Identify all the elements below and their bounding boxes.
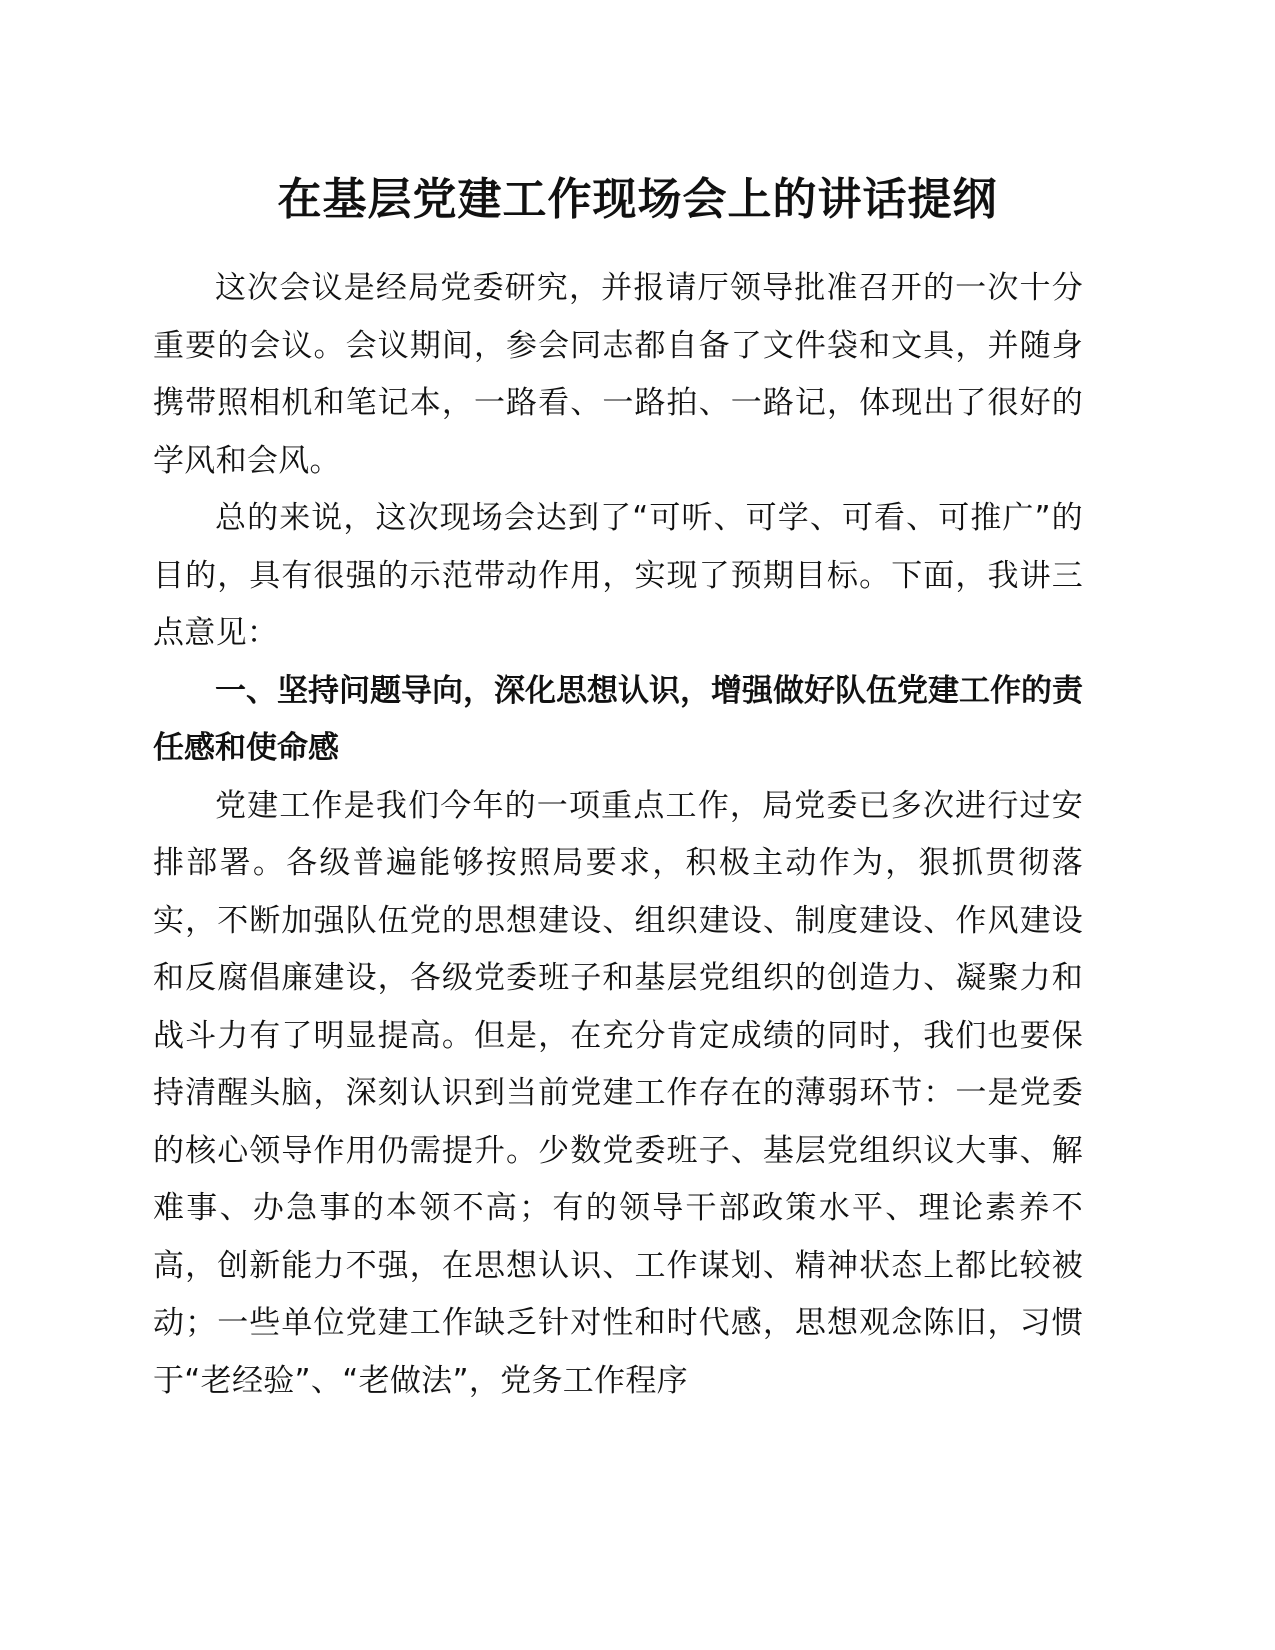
intro-paragraph-2: 总的来说，这次现场会达到了“可听、可学、可看、可推广”的目的，具有很强的示范带动作用，实现了预期目标。下面，我讲三点意见：: [153, 500, 1083, 651]
section-heading-1: 一、坚持问题导向，深化思想认识，增强做好队伍党建工作的责任感和使命感: [153, 672, 1083, 766]
document-title: 在基层党建工作现场会上的讲话提纲: [277, 174, 998, 225]
intro-paragraph-1: 这次会议是经局党委研究，并报请厅领导批准召开的一次十分重要的会议。会议期间，参会同志都自备了文件袋和文具，并随身携带照相机和笔记本，一路看、一路拍、一路记，体现出了很好的学风和会风。: [153, 270, 1083, 479]
document-body: [153, 260, 1083, 1410]
section-paragraph-1: 党建工作是我们今年的一项重点工作，局党委已多次进行过安排部署。各级普遍能够按照局要求，积极主动作为，狠抓贯彻落实，不断加强队伍党的思想建设、组织建设、制度建设、作风建设和反腐倡廉建设，各级党委班子和基层党组织的创造力、凝聚力和战斗力有了明显提高。但是，在充分肯定成绩的同时，我们也要保持清醒头脑，深刻认识到当前党建工作存在的薄弱环节：一是党委的核心领导作用仍需提升。少数党委班子、基层党组织议大事、解难事、办急事的本领不高；有的领导干部政策水平、理论素养不高，创新能力不强，在思想认识、工作谋划、精神状态上都比较被动；一些单位党建工作缺乏针对性和时代感，思想观念陈旧，习惯于“老经验”、“老做法”，党务工作程序: [153, 787, 1083, 1399]
